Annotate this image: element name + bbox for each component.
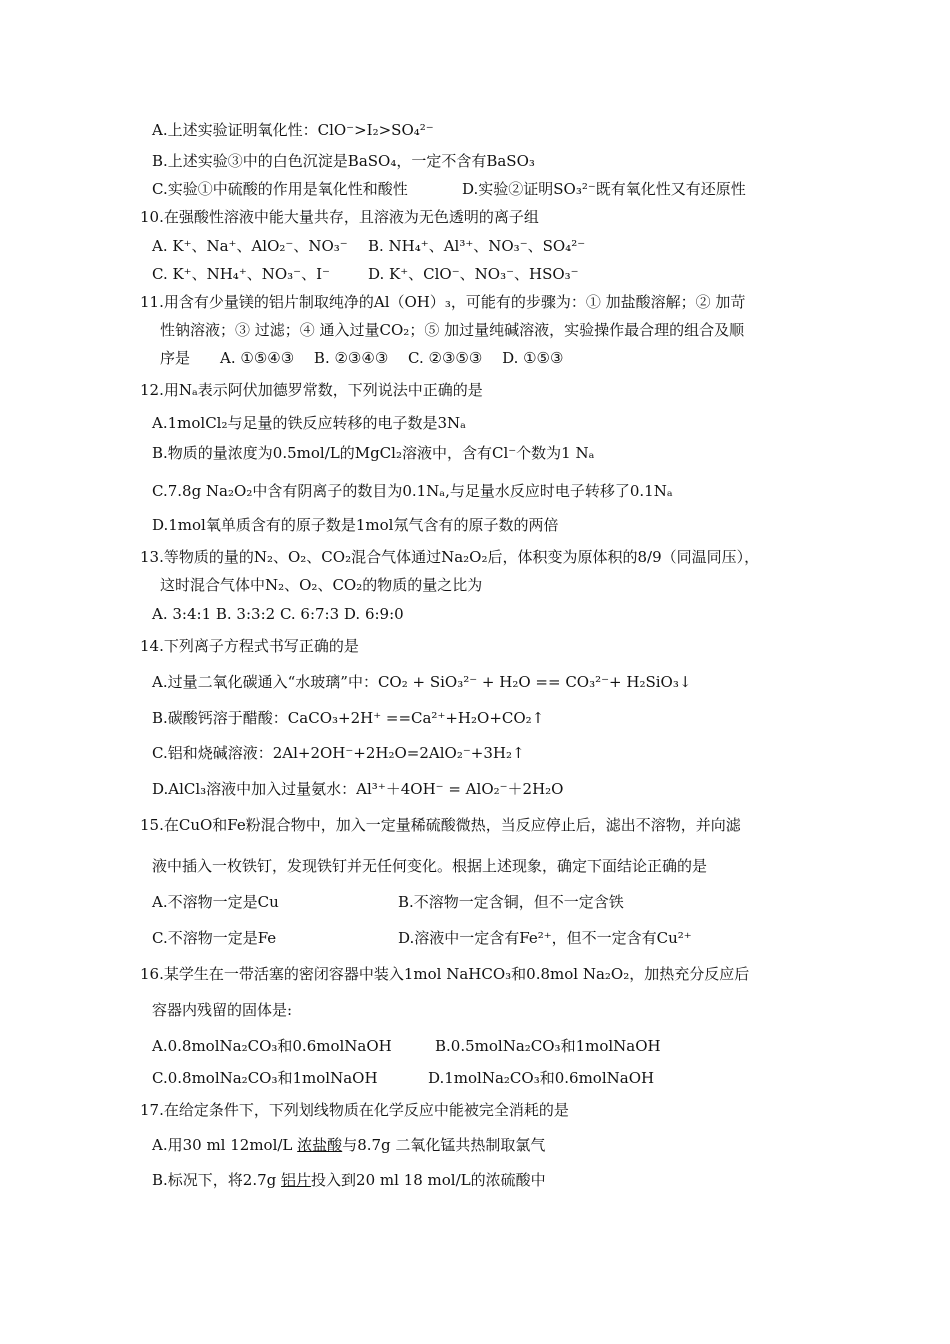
q9-option-b: B.上述实验③中的白色沉淀是BaSO₄，一定不含有BaSO₃ [152,152,535,170]
q11-options: 序是 A. ①⑤④③ B. ②③④③ C. ②③⑤③ D. ①⑤③ [160,349,564,367]
q17-option-b-text-start: B.标况下，将2.7g [152,1171,282,1189]
q12-stem: 12.用Nₐ表示阿伏加德罗常数，下列说法中正确的是 [140,381,483,399]
q17-stem: 17.在给定条件下，下列划线物质在化学反应中能被完全消耗的是 [140,1101,569,1119]
q17-option-a-underlined: 浓盐酸 [297,1136,343,1154]
q10-option-c: C. K⁺、NH₄⁺、NO₃⁻、I⁻ [152,265,330,283]
q10-stem: 10.在强酸性溶液中能大量共存，且溶液为无色透明的离子组 [140,208,539,226]
q17-option-b-text-end: 投入到20 ml 18 mol/L的浓硫酸中 [311,1171,546,1189]
q15-option-d: D.溶液中一定含有Fe²⁺，但不一定含有Cu²⁺ [398,929,692,947]
q15-stem-line2: 液中插入一枚铁钉，发现铁钉并无任何变化。根据上述现象，确定下面结论正确的是 [152,857,708,875]
q13-options: A. 3:4:1 B. 3:3:2 C. 6:7:3 D. 6:9:0 [152,605,404,623]
q9-option-a: A.上述实验证明氧化性：ClO⁻>I₂>SO₄²⁻ [152,121,434,139]
q13-stem-line1: 13.等物质的量的N₂、O₂、CO₂混合气体通过Na₂O₂后，体积变为原体积的8/9（同温同压）， [140,548,760,566]
q10-option-b: B. NH₄⁺、Al³⁺、NO₃⁻、SO₄²⁻ [368,237,586,255]
q16-stem-line2: 容器内残留的固体是: [152,1001,293,1019]
q16-option-b: B.0.5molNa₂CO₃和1molNaOH [435,1037,661,1055]
q10-option-d: D. K⁺、ClO⁻、NO₃⁻、HSO₃⁻ [368,265,579,283]
q15-option-c: C.不溶物一定是Fe [152,929,277,947]
q16-option-a: A.0.8molNa₂CO₃和0.6molNaOH [152,1037,392,1055]
q14-option-c: C.铝和烧碱溶液：2Al+2OH⁻+2H₂O=2AlO₂⁻+3H₂↑ [152,744,525,762]
q13-stem-line2: 这时混合气体中N₂、O₂、CO₂的物质的量之比为 [160,576,483,594]
q17-option-a [152,1135,545,1155]
q14-option-b: B.碳酸钙溶于醋酸：CaCO₃+2H⁺ ==Ca²⁺+H₂O+CO₂↑ [152,709,545,727]
q14-option-a: A.过量二氧化碳通入“水玻璃”中：CO₂ + SiO₃²⁻ + H₂O == CO₃²⁻+ H₂SiO₃↓ [152,673,692,691]
q12-option-c: C.7.8g Na₂O₂中含有阴离子的数目为0.1Nₐ,与足量水反应时电子转移了0.1Nₐ [152,482,673,500]
q14-option-d: D.AlCl₃溶液中加入过量氨水：Al³⁺＋4OH⁻ = AlO₂⁻＋2H₂O [152,780,564,798]
q17-option-b-underlined: 铝片 [281,1171,312,1189]
q9-option-d: D.实验②证明SO₃²⁻既有氧化性又有还原性 [462,180,746,198]
q16-stem-line1: 16.某学生在一带活塞的密闭容器中装入1mol NaHCO₃和0.8mol Na₂O₂，加热充分反应后 [140,965,750,983]
q12-option-d: D.1mol氧单质含有的原子数是1mol氖气含有的原子数的两倍 [152,516,559,534]
q16-option-c: C.0.8molNa₂CO₃和1molNaOH [152,1069,378,1087]
q17-option-a-text-end: 与8.7g 二氧化锰共热制取氯气 [342,1136,546,1154]
q9-option-c: C.实验①中硫酸的作用是氧化性和酸性 [152,180,408,198]
q15-option-b: B.不溶物一定含铜，但不一定含铁 [398,893,624,911]
q15-stem-line1: 15.在CuO和Fe粉混合物中，加入一定量稀硫酸微热，当反应停止后，滤出不溶物，并向滤 [140,816,741,834]
q15-option-a: A.不溶物一定是Cu [152,893,279,911]
q17-option-a-text-start: A.用30 ml 12mol/L [152,1136,298,1154]
q17-option-b [152,1170,546,1190]
q12-option-b: B.物质的量浓度为0.5mol/L的MgCl₂溶液中，含有Cl⁻个数为1 Nₐ [152,444,595,462]
q12-option-a: A.1molCl₂与足量的铁反应转移的电子数是3Nₐ [152,414,466,432]
q11-stem-line1: 11.用含有少量镁的铝片制取纯净的Al（OH）₃，可能有的步骤为：① 加盐酸溶解；② 加苛 [140,293,746,311]
q10-option-a: A. K⁺、Na⁺、AlO₂⁻、NO₃⁻ [152,237,348,255]
q16-option-d: D.1molNa₂CO₃和0.6molNaOH [428,1069,655,1087]
q11-stem-line2: 性钠溶液；③ 过滤；④ 通入过量CO₂；⑤ 加过量纯碱溶液，实验操作最合理的组合及顺 [160,321,745,339]
q14-stem: 14.下列离子方程式书写正确的是 [140,637,359,655]
